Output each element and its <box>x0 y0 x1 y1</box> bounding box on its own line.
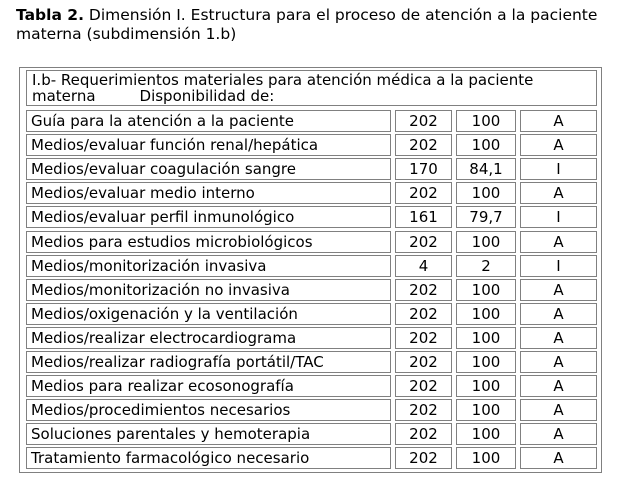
row-count-cell: 202 <box>395 182 452 204</box>
table-row <box>26 351 597 373</box>
row-rating-cell: A <box>520 134 597 156</box>
row-rating-cell: A <box>520 447 597 469</box>
row-count-cell: 202 <box>395 327 452 349</box>
row-percent-cell: 100 <box>456 303 516 325</box>
row-rating-cell: I <box>520 206 597 228</box>
table-row <box>26 423 597 445</box>
row-count-cell: 202 <box>395 375 452 397</box>
row-percent-cell: 100 <box>456 423 516 445</box>
row-item-cell: Medios para realizar ecosonografía <box>26 375 391 397</box>
caption-label: Tabla 2. <box>16 6 84 24</box>
row-percent-cell: 100 <box>456 351 516 373</box>
row-item-cell: Tratamiento farmacológico necesario <box>26 447 391 469</box>
row-item-cell: Medios/evaluar medio interno <box>26 182 391 204</box>
row-rating-cell: A <box>520 399 597 421</box>
row-percent-cell: 100 <box>456 231 516 253</box>
header-subline <box>32 88 592 104</box>
table-row <box>26 255 597 277</box>
row-rating-cell: A <box>520 279 597 301</box>
row-item-cell: Medios/evaluar perfil inmunológico <box>26 206 391 228</box>
table-row <box>26 375 597 397</box>
row-rating-cell: A <box>520 351 597 373</box>
row-item-cell: Medios para estudios microbiológicos <box>26 231 391 253</box>
table-row <box>26 134 597 156</box>
table-row <box>26 231 597 253</box>
row-percent-cell: 100 <box>456 279 516 301</box>
row-count-cell: 202 <box>395 423 452 445</box>
table-row <box>26 110 597 132</box>
row-item-cell: Medios/evaluar función renal/hepática <box>26 134 391 156</box>
table-row <box>26 447 597 469</box>
row-rating-cell: A <box>520 375 597 397</box>
row-item-cell: Medios/evaluar coagulación sangre <box>26 158 391 180</box>
row-count-cell: 202 <box>395 110 452 132</box>
table-row <box>26 303 597 325</box>
row-item-cell: Medios/procedimientos necesarios <box>26 399 391 421</box>
header-availability: Disponibilidad de: <box>139 87 275 105</box>
caption-text: Dimensión I. Estructura para el proceso de atención a la paciente materna (subdimensión 1.b) <box>16 6 598 43</box>
row-item-cell: Medios/realizar electrocardiograma <box>26 327 391 349</box>
row-percent-cell: 100 <box>456 375 516 397</box>
row-count-cell: 170 <box>395 158 452 180</box>
row-percent-cell: 2 <box>456 255 516 277</box>
table-row <box>26 158 597 180</box>
table-header <box>26 70 597 106</box>
row-rating-cell: A <box>520 231 597 253</box>
row-count-cell: 202 <box>395 447 452 469</box>
row-rating-cell: A <box>520 327 597 349</box>
row-rating-cell: A <box>520 110 597 132</box>
table-row <box>26 206 597 228</box>
row-item-cell: Medios/monitorización invasiva <box>26 255 391 277</box>
row-count-cell: 202 <box>395 134 452 156</box>
row-percent-cell: 100 <box>456 134 516 156</box>
row-count-cell: 202 <box>395 231 452 253</box>
row-rating-cell: A <box>520 182 597 204</box>
row-percent-cell: 100 <box>456 327 516 349</box>
row-item-cell: Guía para la atención a la paciente <box>26 110 391 132</box>
row-percent-cell: 100 <box>456 110 516 132</box>
row-item-cell: Medios/monitorización no invasiva <box>26 279 391 301</box>
row-count-cell: 4 <box>395 255 452 277</box>
table-row <box>26 327 597 349</box>
table-row <box>26 182 597 204</box>
row-count-cell: 161 <box>395 206 452 228</box>
row-item-cell: Medios/oxigenación y la ventilación <box>26 303 391 325</box>
row-rating-cell: A <box>520 423 597 445</box>
row-item-cell: Soluciones parentales y hemoterapia <box>26 423 391 445</box>
row-rating-cell: I <box>520 158 597 180</box>
row-count-cell: 202 <box>395 351 452 373</box>
row-percent-cell: 100 <box>456 447 516 469</box>
header-title-continuation: materna <box>32 87 96 105</box>
header-title: I.b- Requerimientos materiales para atención médica a la paciente <box>32 71 534 89</box>
row-percent-cell: 79,7 <box>456 206 516 228</box>
row-count-cell: 202 <box>395 303 452 325</box>
row-count-cell: 202 <box>395 279 452 301</box>
table-row <box>26 279 597 301</box>
table-caption <box>16 6 616 44</box>
row-percent-cell: 100 <box>456 399 516 421</box>
row-percent-cell: 100 <box>456 182 516 204</box>
row-item-cell: Medios/realizar radiografía portátil/TAC <box>26 351 391 373</box>
row-rating-cell: A <box>520 303 597 325</box>
table-row <box>26 399 597 421</box>
row-count-cell: 202 <box>395 399 452 421</box>
row-rating-cell: I <box>520 255 597 277</box>
row-percent-cell: 84,1 <box>456 158 516 180</box>
